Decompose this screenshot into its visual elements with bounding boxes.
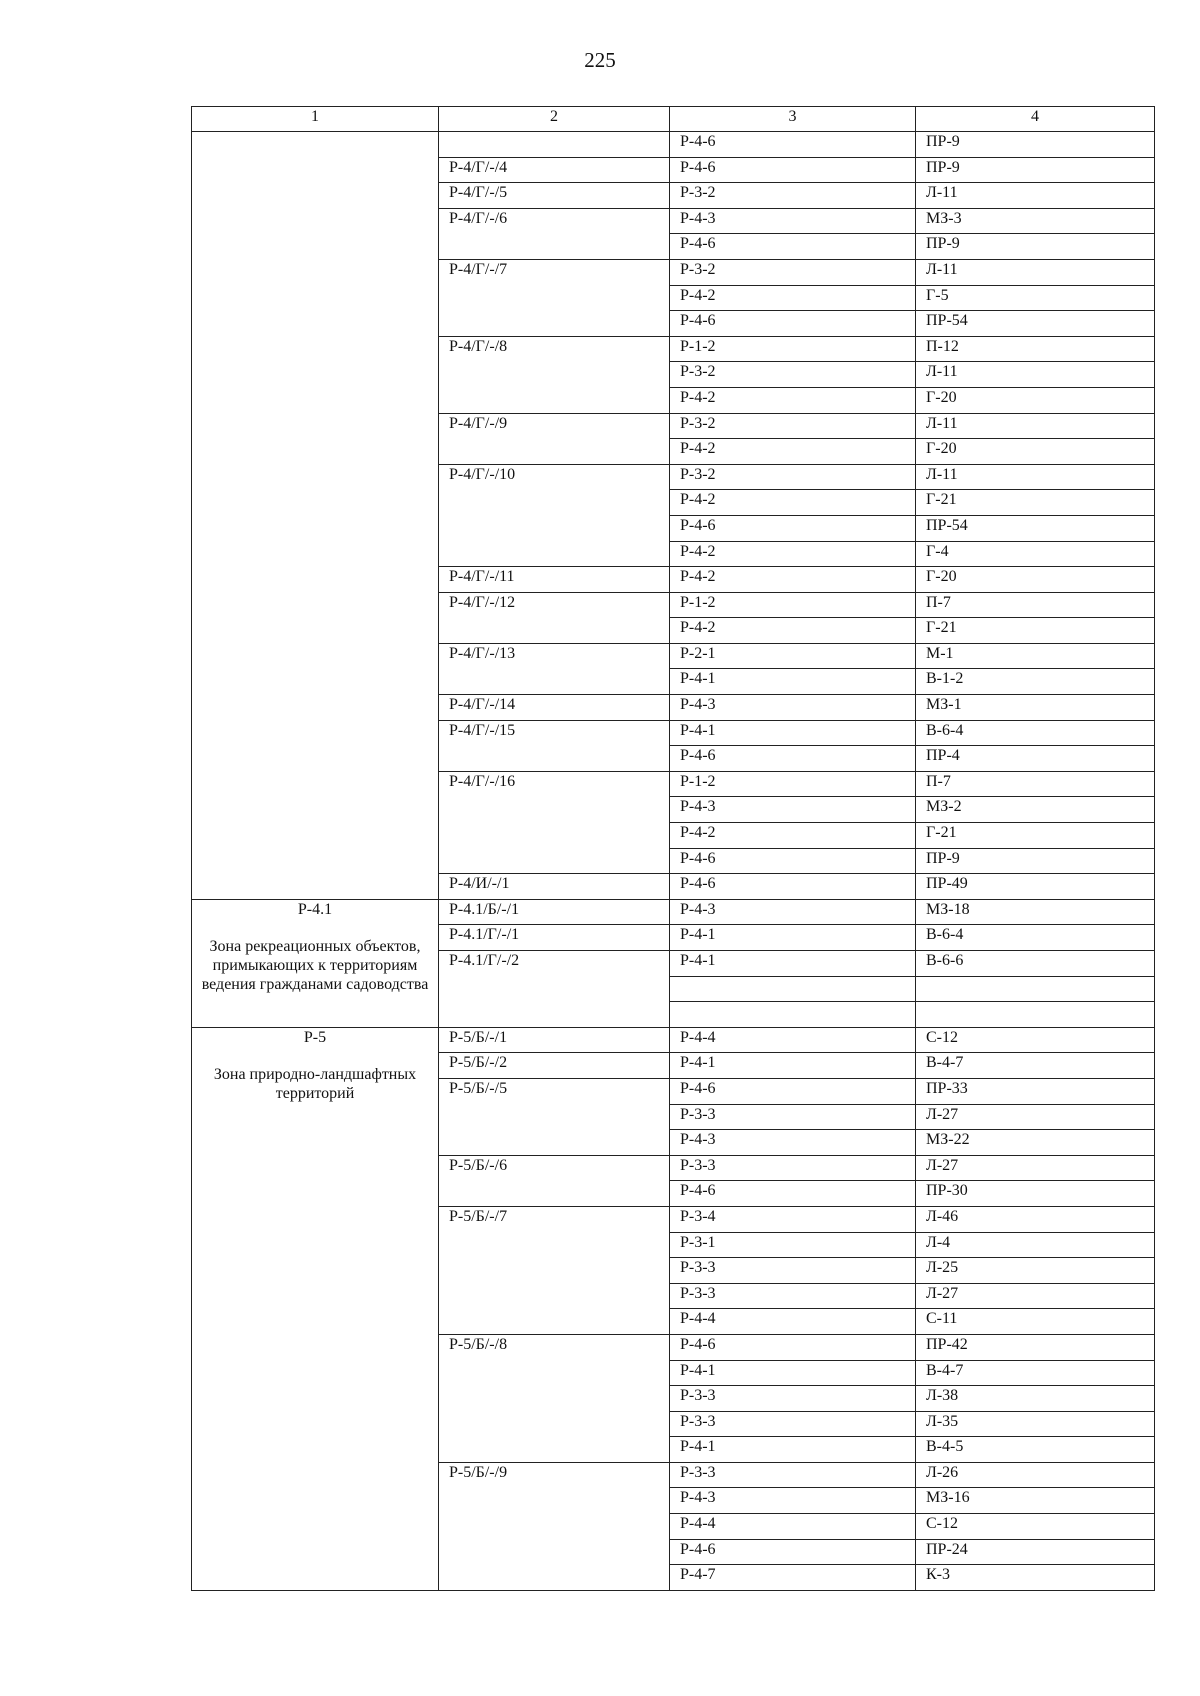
category-code-cell: Р-3-2 bbox=[670, 464, 916, 490]
category-code-cell: Р-2-1 bbox=[670, 643, 916, 669]
zone-description: Зона рекреационных объектов, примыкающих к территориям ведения гражданами садоводства bbox=[201, 937, 429, 993]
object-code-cell: МЗ-3 bbox=[916, 208, 1155, 234]
object-code-cell: Г-21 bbox=[916, 823, 1155, 849]
category-code-cell: Р-4-6 bbox=[670, 1539, 916, 1565]
object-code-cell: Л-4 bbox=[916, 1232, 1155, 1258]
category-code-cell: Р-4-3 bbox=[670, 899, 916, 925]
category-code-cell: Р-3-4 bbox=[670, 1206, 916, 1232]
object-code-cell: МЗ-16 bbox=[916, 1488, 1155, 1514]
category-code-cell: Р-4-1 bbox=[670, 1437, 916, 1463]
column-header-4: 4 bbox=[916, 107, 1155, 132]
object-code-cell: Г-4 bbox=[916, 541, 1155, 567]
plot-code-cell: Р-4/Г/-/4 bbox=[439, 157, 670, 183]
object-code-cell: ПР-33 bbox=[916, 1078, 1155, 1104]
plot-code-cell: Р-5/Б/-/8 bbox=[439, 1334, 670, 1462]
category-code-cell: Р-3-2 bbox=[670, 413, 916, 439]
zone-code: Р-5 bbox=[303, 1028, 327, 1046]
table-row bbox=[192, 132, 1155, 158]
category-code-cell: Р-4-6 bbox=[670, 1181, 916, 1207]
plot-code-cell: Р-4.1/Б/-/1 bbox=[439, 899, 670, 925]
category-code-cell: Р-4-1 bbox=[670, 720, 916, 746]
object-code-cell: С-11 bbox=[916, 1309, 1155, 1335]
table-header-row bbox=[192, 107, 1155, 132]
category-code-cell: Р-4-1 bbox=[670, 925, 916, 951]
zone-cell bbox=[192, 132, 439, 900]
object-code-cell: В-6-4 bbox=[916, 720, 1155, 746]
object-code-cell: ПР-54 bbox=[916, 311, 1155, 337]
category-code-cell: Р-4-6 bbox=[670, 515, 916, 541]
plot-code-cell: Р-4/Г/-/9 bbox=[439, 413, 670, 464]
plot-code-cell: Р-5/Б/-/6 bbox=[439, 1155, 670, 1206]
object-code-cell: П-7 bbox=[916, 592, 1155, 618]
category-code-cell: Р-3-3 bbox=[670, 1386, 916, 1412]
object-code-cell: Л-25 bbox=[916, 1258, 1155, 1284]
plot-code-cell: Р-4/Г/-/14 bbox=[439, 695, 670, 721]
category-code-cell: Р-4-4 bbox=[670, 1309, 916, 1335]
plot-code-cell: Р-5/Б/-/2 bbox=[439, 1053, 670, 1079]
object-code-cell: П-7 bbox=[916, 771, 1155, 797]
plot-code-cell: Р-4/Г/-/12 bbox=[439, 592, 670, 643]
category-code-cell: Р-4-3 bbox=[670, 1130, 916, 1156]
object-code-cell: Л-27 bbox=[916, 1155, 1155, 1181]
object-code-cell: ПР-4 bbox=[916, 746, 1155, 772]
category-code-cell: Р-3-1 bbox=[670, 1232, 916, 1258]
object-code-cell: В-1-2 bbox=[916, 669, 1155, 695]
column-header-2: 2 bbox=[439, 107, 670, 132]
category-code-cell: Р-4-6 bbox=[670, 1334, 916, 1360]
object-code-cell: Л-27 bbox=[916, 1283, 1155, 1309]
object-code-cell: ПР-42 bbox=[916, 1334, 1155, 1360]
zone-code: Р-4.1 bbox=[297, 900, 333, 918]
category-code-cell: Р-3-3 bbox=[670, 1283, 916, 1309]
category-code-cell: Р-4-2 bbox=[670, 490, 916, 516]
object-code-cell: К-3 bbox=[916, 1565, 1155, 1591]
plot-code-cell: Р-5/Б/-/9 bbox=[439, 1462, 670, 1590]
object-code-cell: С-12 bbox=[916, 1514, 1155, 1540]
object-code-cell: С-12 bbox=[916, 1027, 1155, 1053]
object-code-cell bbox=[916, 976, 1155, 1002]
category-code-cell: Р-4-3 bbox=[670, 208, 916, 234]
category-code-cell: Р-4-6 bbox=[670, 234, 916, 260]
object-code-cell: ПР-9 bbox=[916, 234, 1155, 260]
category-code-cell: Р-4-6 bbox=[670, 874, 916, 900]
object-code-cell: В-6-6 bbox=[916, 951, 1155, 977]
category-code-cell: Р-4-6 bbox=[670, 746, 916, 772]
plot-code-cell: Р-4/Г/-/11 bbox=[439, 567, 670, 593]
category-code-cell: Р-3-2 bbox=[670, 362, 916, 388]
table-row bbox=[192, 1027, 1155, 1053]
category-code-cell: Р-4-7 bbox=[670, 1565, 916, 1591]
plot-code-cell: Р-4/Г/-/7 bbox=[439, 259, 670, 336]
plot-code-cell: Р-4/Г/-/10 bbox=[439, 464, 670, 566]
category-code-cell: Р-4-3 bbox=[670, 1488, 916, 1514]
object-code-cell: ПР-30 bbox=[916, 1181, 1155, 1207]
object-code-cell: М-1 bbox=[916, 643, 1155, 669]
zoning-table-body bbox=[192, 107, 1155, 1591]
object-code-cell: Л-11 bbox=[916, 362, 1155, 388]
plot-code-cell: Р-4/Г/-/6 bbox=[439, 208, 670, 259]
object-code-cell: МЗ-18 bbox=[916, 899, 1155, 925]
object-code-cell: Л-35 bbox=[916, 1411, 1155, 1437]
object-code-cell bbox=[916, 1002, 1155, 1028]
category-code-cell: Р-4-3 bbox=[670, 695, 916, 721]
category-code-cell: Р-4-2 bbox=[670, 285, 916, 311]
object-code-cell: ПР-9 bbox=[916, 848, 1155, 874]
category-code-cell: Р-1-2 bbox=[670, 336, 916, 362]
object-code-cell: ПР-49 bbox=[916, 874, 1155, 900]
object-code-cell: ПР-54 bbox=[916, 515, 1155, 541]
object-code-cell: В-4-7 bbox=[916, 1053, 1155, 1079]
column-header-1: 1 bbox=[192, 107, 439, 132]
object-code-cell: П-12 bbox=[916, 336, 1155, 362]
category-code-cell bbox=[670, 1002, 916, 1028]
plot-code-cell: Р-5/Б/-/5 bbox=[439, 1078, 670, 1155]
object-code-cell: МЗ-2 bbox=[916, 797, 1155, 823]
category-code-cell: Р-1-2 bbox=[670, 771, 916, 797]
plot-code-cell: Р-4/Г/-/16 bbox=[439, 771, 670, 873]
category-code-cell: Р-3-3 bbox=[670, 1155, 916, 1181]
object-code-cell: Л-46 bbox=[916, 1206, 1155, 1232]
object-code-cell: В-4-7 bbox=[916, 1360, 1155, 1386]
column-header-3: 3 bbox=[670, 107, 916, 132]
category-code-cell: Р-4-2 bbox=[670, 618, 916, 644]
object-code-cell: Л-38 bbox=[916, 1386, 1155, 1412]
plot-code-cell: Р-4/Г/-/8 bbox=[439, 336, 670, 413]
category-code-cell: Р-4-2 bbox=[670, 567, 916, 593]
zone-cell bbox=[192, 1027, 439, 1590]
category-code-cell: Р-4-1 bbox=[670, 669, 916, 695]
category-code-cell: Р-4-4 bbox=[670, 1514, 916, 1540]
object-code-cell: Л-11 bbox=[916, 259, 1155, 285]
plot-code-cell: Р-5/Б/-/7 bbox=[439, 1206, 670, 1334]
category-code-cell: Р-4-2 bbox=[670, 541, 916, 567]
category-code-cell: Р-3-3 bbox=[670, 1411, 916, 1437]
category-code-cell: Р-3-3 bbox=[670, 1104, 916, 1130]
zone-cell bbox=[192, 899, 439, 1027]
category-code-cell: Р-4-2 bbox=[670, 823, 916, 849]
plot-code-cell: Р-4/Г/-/5 bbox=[439, 183, 670, 209]
object-code-cell: В-6-4 bbox=[916, 925, 1155, 951]
zone-description: Зона природно-ландшафтных территорий bbox=[213, 1065, 417, 1102]
page-number: 225 bbox=[584, 48, 616, 72]
object-code-cell: МЗ-1 bbox=[916, 695, 1155, 721]
category-code-cell: Р-4-2 bbox=[670, 439, 916, 465]
category-code-cell: Р-3-2 bbox=[670, 183, 916, 209]
category-code-cell bbox=[670, 976, 916, 1002]
plot-code-cell: Р-4.1/Г/-/1 bbox=[439, 925, 670, 951]
category-code-cell: Р-4-3 bbox=[670, 797, 916, 823]
category-code-cell: Р-4-4 bbox=[670, 1027, 916, 1053]
category-code-cell: Р-1-2 bbox=[670, 592, 916, 618]
object-code-cell: Л-11 bbox=[916, 183, 1155, 209]
category-code-cell: Р-3-3 bbox=[670, 1462, 916, 1488]
category-code-cell: Р-4-6 bbox=[670, 1078, 916, 1104]
object-code-cell: Г-20 bbox=[916, 387, 1155, 413]
object-code-cell: Л-11 bbox=[916, 413, 1155, 439]
object-code-cell: ПР-9 bbox=[916, 132, 1155, 158]
object-code-cell: Л-11 bbox=[916, 464, 1155, 490]
table-row bbox=[192, 899, 1155, 925]
plot-code-cell: Р-5/Б/-/1 bbox=[439, 1027, 670, 1053]
category-code-cell: Р-4-2 bbox=[670, 387, 916, 413]
object-code-cell: Г-5 bbox=[916, 285, 1155, 311]
category-code-cell: Р-4-1 bbox=[670, 951, 916, 977]
object-code-cell: МЗ-22 bbox=[916, 1130, 1155, 1156]
object-code-cell: ПР-24 bbox=[916, 1539, 1155, 1565]
plot-code-cell: Р-4.1/Г/-/2 bbox=[439, 951, 670, 1028]
category-code-cell: Р-4-6 bbox=[670, 157, 916, 183]
object-code-cell: В-4-5 bbox=[916, 1437, 1155, 1463]
object-code-cell: Г-20 bbox=[916, 439, 1155, 465]
object-code-cell: Г-20 bbox=[916, 567, 1155, 593]
object-code-cell: Л-26 bbox=[916, 1462, 1155, 1488]
category-code-cell: Р-4-1 bbox=[670, 1053, 916, 1079]
zoning-table bbox=[191, 106, 1155, 1591]
plot-code-cell: Р-4/И/-/1 bbox=[439, 874, 670, 900]
category-code-cell: Р-4-6 bbox=[670, 132, 916, 158]
plot-code-cell: Р-4/Г/-/15 bbox=[439, 720, 670, 771]
plot-code-cell: Р-4/Г/-/13 bbox=[439, 643, 670, 694]
object-code-cell: Г-21 bbox=[916, 618, 1155, 644]
category-code-cell: Р-4-6 bbox=[670, 848, 916, 874]
object-code-cell: Г-21 bbox=[916, 490, 1155, 516]
category-code-cell: Р-4-6 bbox=[670, 311, 916, 337]
object-code-cell: ПР-9 bbox=[916, 157, 1155, 183]
category-code-cell: Р-4-1 bbox=[670, 1360, 916, 1386]
plot-code-cell bbox=[439, 132, 670, 158]
object-code-cell: Л-27 bbox=[916, 1104, 1155, 1130]
category-code-cell: Р-3-2 bbox=[670, 259, 916, 285]
category-code-cell: Р-3-3 bbox=[670, 1258, 916, 1284]
